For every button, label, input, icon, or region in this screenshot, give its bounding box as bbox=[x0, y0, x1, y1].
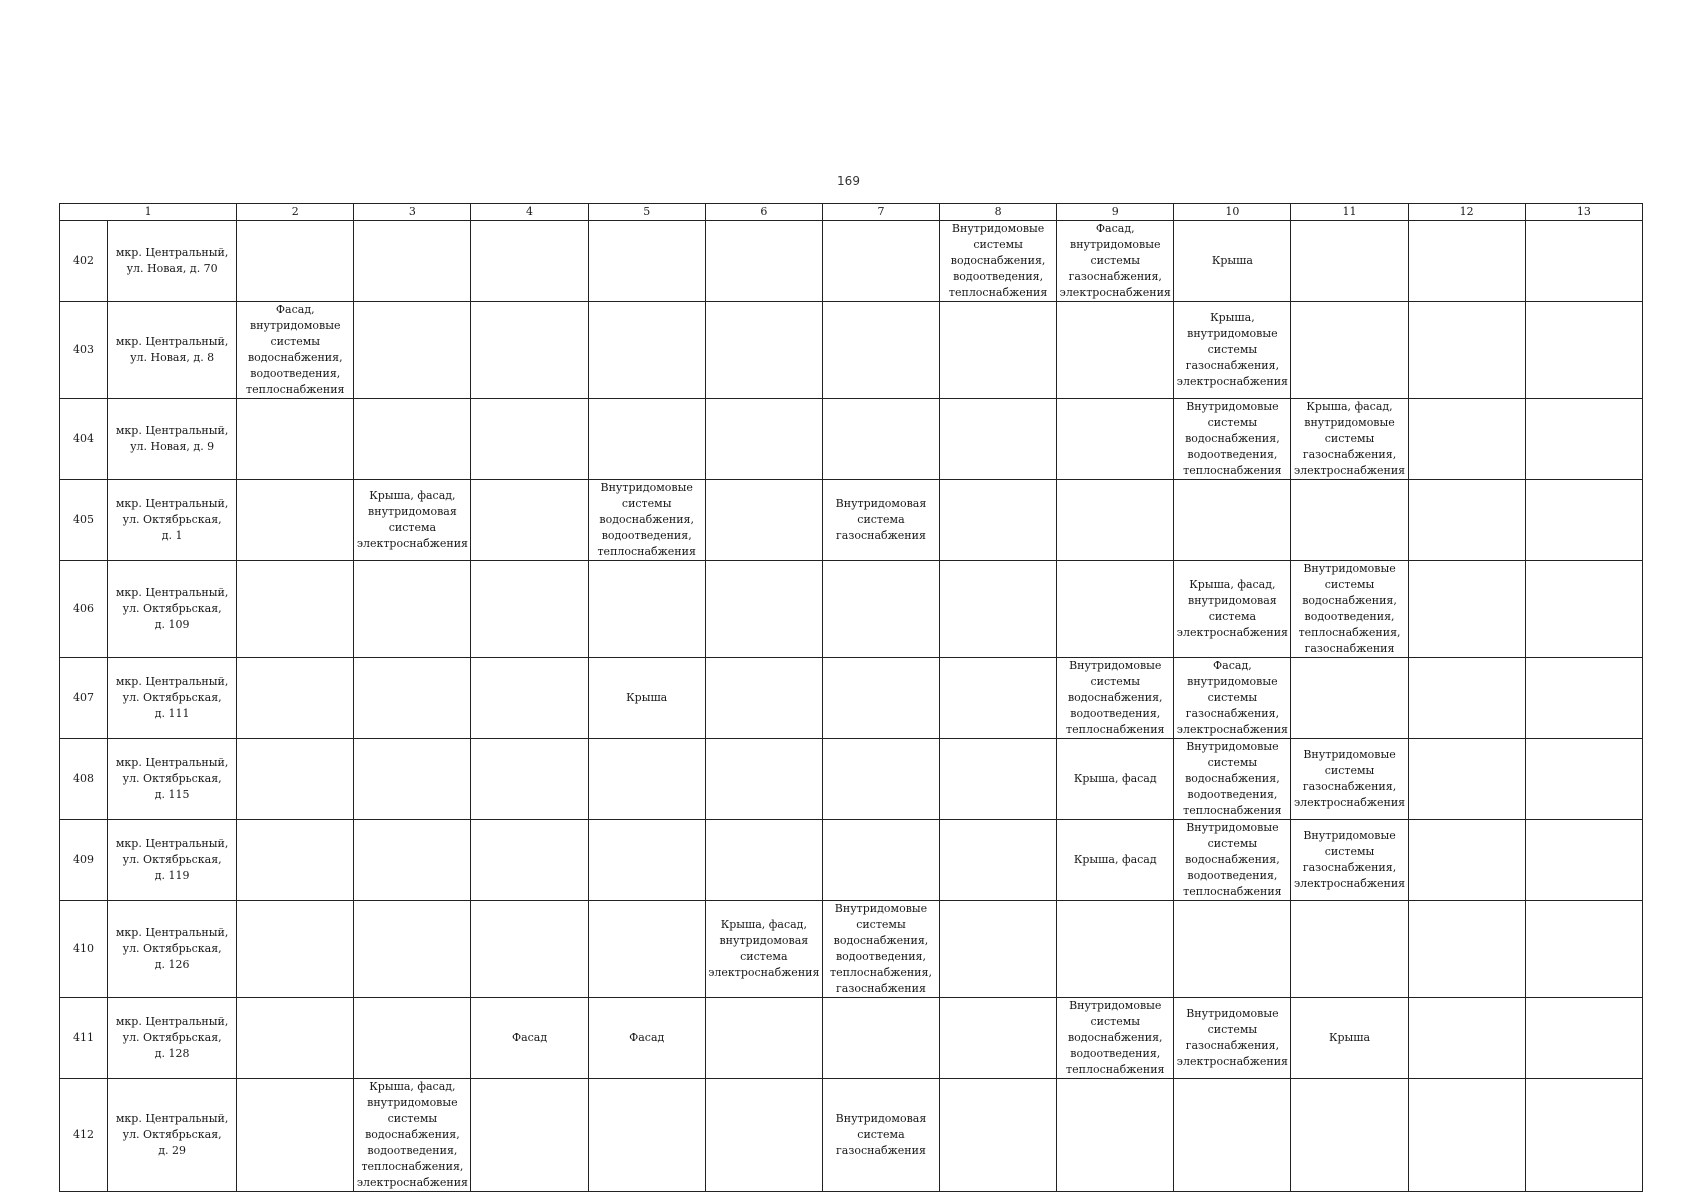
column-header: 4 bbox=[471, 204, 588, 221]
schedule-cell bbox=[588, 399, 705, 480]
schedule-cell bbox=[237, 399, 354, 480]
column-header: 9 bbox=[1057, 204, 1174, 221]
schedule-cell bbox=[705, 901, 822, 998]
schedule-cell bbox=[237, 302, 354, 399]
schedule-cell bbox=[1291, 998, 1408, 1079]
schedule-cell bbox=[1291, 1079, 1408, 1192]
row-number: 403 bbox=[60, 302, 108, 399]
work-type-text: Крыша, фасад, внутридомовая система электроснабжения bbox=[708, 918, 820, 979]
work-type-text: Внутридомовые системы водоснабжения, водоотведения, теплоснабжения bbox=[1183, 400, 1282, 477]
schedule-cell bbox=[705, 1079, 822, 1192]
schedule-cell bbox=[1057, 739, 1174, 820]
work-type-text: Крыша, фасад, внутридомовые системы газоснабжения, электроснабжения bbox=[1293, 400, 1406, 477]
schedule-cell bbox=[471, 901, 588, 998]
schedule-cell bbox=[940, 399, 1057, 480]
schedule-cell bbox=[237, 658, 354, 739]
schedule-cell bbox=[1057, 658, 1174, 739]
schedule-cell bbox=[1174, 739, 1291, 820]
schedule-cell bbox=[705, 998, 822, 1079]
schedule-cell bbox=[1057, 1079, 1174, 1192]
schedule-cell bbox=[1408, 739, 1525, 820]
schedule-cell bbox=[822, 480, 939, 561]
schedule-cell bbox=[471, 480, 588, 561]
schedule-cell bbox=[1291, 820, 1408, 901]
column-header: 6 bbox=[705, 204, 822, 221]
schedule-cell bbox=[1291, 399, 1408, 480]
schedule-cell bbox=[940, 739, 1057, 820]
schedule-cell bbox=[940, 302, 1057, 399]
schedule-cell bbox=[1408, 561, 1525, 658]
work-type-text: Внутридомовые системы водоснабжения, водоотведения, теплоснабжения bbox=[1183, 740, 1282, 817]
schedule-cell bbox=[1174, 820, 1291, 901]
column-header: 2 bbox=[237, 204, 354, 221]
address-text: мкр. Центральный, ул. Новая, д. 8 bbox=[115, 335, 229, 364]
column-header: 5 bbox=[588, 204, 705, 221]
schedule-cell bbox=[1174, 221, 1291, 302]
schedule-cell bbox=[1174, 998, 1291, 1079]
schedule-cell bbox=[940, 221, 1057, 302]
work-type-text: Внутридомовые системы водоснабжения, водоотведения, теплоснабжения, газоснабжения bbox=[1298, 562, 1401, 655]
schedule-cell bbox=[588, 221, 705, 302]
address-text: мкр. Центральный, ул. Октябрьская, д. 111 bbox=[115, 675, 229, 720]
schedule-cell bbox=[1291, 221, 1408, 302]
schedule-cell bbox=[940, 901, 1057, 998]
row-number: 412 bbox=[60, 1079, 108, 1192]
schedule-cell bbox=[354, 221, 471, 302]
table-row bbox=[60, 561, 1643, 658]
work-type-text: Внутридомовые системы газоснабжения, электроснабжения bbox=[1293, 748, 1406, 809]
schedule-cell bbox=[1291, 480, 1408, 561]
schedule-cell bbox=[471, 820, 588, 901]
schedule-cell bbox=[1408, 221, 1525, 302]
schedule-cell bbox=[705, 820, 822, 901]
work-type-text: Крыша, фасад, внутридомовая система электроснабжения bbox=[356, 489, 468, 550]
work-type-text: Внутридомовые системы водоснабжения, водоотведения, теплоснабжения bbox=[597, 481, 696, 558]
schedule-cell bbox=[237, 998, 354, 1079]
address-text: мкр. Центральный, ул. Новая, д. 70 bbox=[115, 246, 229, 275]
schedule-cell bbox=[705, 302, 822, 399]
schedule-cell bbox=[1408, 480, 1525, 561]
address-cell bbox=[108, 1079, 237, 1192]
schedule-cell bbox=[1291, 901, 1408, 998]
schedule-cell bbox=[354, 998, 471, 1079]
schedule-cell bbox=[705, 739, 822, 820]
schedule-cell bbox=[471, 998, 588, 1079]
schedule-cell bbox=[1525, 901, 1642, 998]
schedule-cell bbox=[354, 739, 471, 820]
schedule-cell bbox=[1057, 221, 1174, 302]
table-row bbox=[60, 221, 1643, 302]
schedule-cell bbox=[705, 221, 822, 302]
address-cell bbox=[108, 901, 237, 998]
schedule-cell bbox=[237, 221, 354, 302]
schedule-cell bbox=[588, 480, 705, 561]
table-row bbox=[60, 820, 1643, 901]
schedule-cell bbox=[705, 399, 822, 480]
address-text: мкр. Центральный, ул. Октябрьская, д. 115 bbox=[115, 756, 229, 801]
schedule-cell bbox=[1057, 561, 1174, 658]
address-cell bbox=[108, 302, 237, 399]
schedule-cell bbox=[1174, 302, 1291, 399]
work-type-text: Внутридомовые системы водоснабжения, водоотведения, теплоснабжения bbox=[1183, 821, 1282, 898]
schedule-cell bbox=[1057, 302, 1174, 399]
table-row bbox=[60, 302, 1643, 399]
work-type-text: Фасад bbox=[629, 1031, 665, 1044]
repair-schedule-table bbox=[59, 203, 1643, 1192]
schedule-cell bbox=[1525, 480, 1642, 561]
schedule-cell bbox=[588, 998, 705, 1079]
address-cell bbox=[108, 998, 237, 1079]
schedule-cell bbox=[940, 561, 1057, 658]
schedule-cell bbox=[1408, 399, 1525, 480]
schedule-cell bbox=[1174, 1079, 1291, 1192]
schedule-cell bbox=[822, 901, 939, 998]
column-header: 11 bbox=[1291, 204, 1408, 221]
schedule-cell bbox=[940, 998, 1057, 1079]
schedule-cell bbox=[237, 820, 354, 901]
schedule-cell bbox=[940, 820, 1057, 901]
schedule-cell bbox=[822, 1079, 939, 1192]
schedule-cell bbox=[471, 561, 588, 658]
schedule-cell bbox=[1408, 820, 1525, 901]
schedule-cell bbox=[1525, 739, 1642, 820]
row-number: 409 bbox=[60, 820, 108, 901]
schedule-cell bbox=[822, 998, 939, 1079]
schedule-cell bbox=[354, 302, 471, 399]
schedule-cell bbox=[1291, 739, 1408, 820]
work-type-text: Крыша bbox=[626, 691, 668, 704]
column-number-row bbox=[60, 204, 1643, 221]
work-type-text: Фасад, внутридомовые системы газоснабжения, электроснабжения bbox=[1176, 659, 1288, 736]
address-cell bbox=[108, 739, 237, 820]
address-text: мкр. Центральный, ул. Новая, д. 9 bbox=[115, 424, 229, 453]
work-type-text: Внутридомовые системы водоснабжения, водоотведения, теплоснабжения bbox=[948, 222, 1048, 299]
row-number: 410 bbox=[60, 901, 108, 998]
schedule-cell bbox=[354, 901, 471, 998]
schedule-cell bbox=[1174, 561, 1291, 658]
schedule-cell bbox=[1057, 399, 1174, 480]
address-cell bbox=[108, 561, 237, 658]
work-type-text: Внутридомовая система газоснабжения bbox=[835, 497, 927, 542]
schedule-cell bbox=[1525, 998, 1642, 1079]
column-header: 10 bbox=[1174, 204, 1291, 221]
schedule-cell bbox=[588, 820, 705, 901]
address-cell bbox=[108, 658, 237, 739]
schedule-cell bbox=[1291, 302, 1408, 399]
schedule-cell bbox=[1174, 480, 1291, 561]
schedule-cell bbox=[354, 480, 471, 561]
schedule-cell bbox=[1057, 901, 1174, 998]
column-header: 1 bbox=[60, 204, 237, 221]
row-number: 407 bbox=[60, 658, 108, 739]
table-row bbox=[60, 399, 1643, 480]
schedule-cell bbox=[1525, 399, 1642, 480]
column-header: 3 bbox=[354, 204, 471, 221]
schedule-cell bbox=[1525, 820, 1642, 901]
table-row bbox=[60, 739, 1643, 820]
schedule-cell bbox=[588, 561, 705, 658]
schedule-cell bbox=[354, 1079, 471, 1192]
work-type-text: Крыша, фасад bbox=[1073, 772, 1157, 785]
column-header: 8 bbox=[940, 204, 1057, 221]
row-number: 405 bbox=[60, 480, 108, 561]
schedule-cell bbox=[940, 658, 1057, 739]
schedule-cell bbox=[354, 399, 471, 480]
table-row bbox=[60, 658, 1643, 739]
work-type-text: Крыша, фасад bbox=[1073, 853, 1157, 866]
column-header: 13 bbox=[1525, 204, 1642, 221]
schedule-cell bbox=[822, 820, 939, 901]
schedule-cell bbox=[237, 901, 354, 998]
table-row bbox=[60, 480, 1643, 561]
work-type-text: Крыша, фасад, внутридомовые системы водоснабжения, водоотведения, теплоснабжения, электроснабжения bbox=[356, 1080, 468, 1189]
table-row bbox=[60, 998, 1643, 1079]
schedule-cell bbox=[1408, 658, 1525, 739]
schedule-cell bbox=[1408, 901, 1525, 998]
schedule-cell bbox=[822, 221, 939, 302]
work-type-text: Внутридомовая система газоснабжения bbox=[835, 1112, 927, 1157]
address-text: мкр. Центральный, ул. Октябрьская, д. 126 bbox=[115, 926, 229, 971]
schedule-cell bbox=[237, 561, 354, 658]
schedule-cell bbox=[354, 658, 471, 739]
address-cell bbox=[108, 399, 237, 480]
schedule-cell bbox=[1525, 221, 1642, 302]
schedule-cell bbox=[822, 658, 939, 739]
schedule-cell bbox=[588, 658, 705, 739]
schedule-cell bbox=[1408, 302, 1525, 399]
schedule-cell bbox=[1057, 820, 1174, 901]
schedule-cell bbox=[1174, 901, 1291, 998]
schedule-cell bbox=[705, 658, 822, 739]
schedule-cell bbox=[588, 1079, 705, 1192]
schedule-cell bbox=[471, 658, 588, 739]
schedule-cell bbox=[471, 399, 588, 480]
schedule-cell bbox=[471, 1079, 588, 1192]
schedule-cell bbox=[705, 561, 822, 658]
work-type-text: Крыша, фасад, внутридомовая система электроснабжения bbox=[1176, 578, 1288, 639]
address-text: мкр. Центральный, ул. Октябрьская, д. 119 bbox=[115, 837, 229, 882]
schedule-cell bbox=[940, 1079, 1057, 1192]
schedule-cell bbox=[1057, 998, 1174, 1079]
work-type-text: Фасад, внутридомовые системы водоснабжения, водоотведения, теплоснабжения bbox=[246, 303, 345, 396]
schedule-cell bbox=[1174, 658, 1291, 739]
address-cell bbox=[108, 221, 237, 302]
schedule-cell bbox=[1408, 1079, 1525, 1192]
schedule-cell bbox=[588, 302, 705, 399]
schedule-cell bbox=[822, 739, 939, 820]
row-number: 406 bbox=[60, 561, 108, 658]
schedule-cell bbox=[1525, 1079, 1642, 1192]
schedule-cell bbox=[588, 901, 705, 998]
schedule-cell bbox=[705, 480, 822, 561]
work-type-text: Внутридомовые системы водоснабжения, водоотведения, теплоснабжения bbox=[1066, 999, 1165, 1076]
work-type-text: Внутридомовые системы водоснабжения, водоотведения, теплоснабжения, газоснабжения bbox=[830, 902, 932, 995]
schedule-cell bbox=[237, 480, 354, 561]
work-type-text: Крыша bbox=[1328, 1031, 1371, 1044]
schedule-cell bbox=[822, 399, 939, 480]
address-text: мкр. Центральный, ул. Октябрьская, д. 1 bbox=[115, 497, 229, 542]
schedule-cell bbox=[1525, 561, 1642, 658]
work-type-text: Внутридомовые системы газоснабжения, электроснабжения bbox=[1293, 829, 1406, 890]
schedule-cell bbox=[1525, 302, 1642, 399]
row-number: 408 bbox=[60, 739, 108, 820]
work-type-text: Крыша bbox=[1211, 254, 1253, 267]
column-header: 12 bbox=[1408, 204, 1525, 221]
address-text: мкр. Центральный, ул. Октябрьская, д. 128 bbox=[115, 1015, 229, 1060]
row-number: 402 bbox=[60, 221, 108, 302]
schedule-cell bbox=[940, 480, 1057, 561]
schedule-cell bbox=[588, 739, 705, 820]
work-type-text: Внутридомовые системы газоснабжения, электроснабжения bbox=[1176, 1007, 1288, 1068]
work-type-text: Крыша, внутридомовые системы газоснабжения, электроснабжения bbox=[1176, 311, 1288, 388]
table-row bbox=[60, 901, 1643, 998]
schedule-cell bbox=[237, 1079, 354, 1192]
schedule-cell bbox=[1291, 658, 1408, 739]
work-type-text: Фасад bbox=[511, 1031, 548, 1044]
schedule-cell bbox=[471, 302, 588, 399]
schedule-cell bbox=[354, 820, 471, 901]
work-type-text: Внутридомовые системы водоснабжения, водоотведения, теплоснабжения bbox=[1066, 659, 1165, 736]
page-number: 169 bbox=[837, 174, 860, 188]
table-row bbox=[60, 1079, 1643, 1192]
row-number: 411 bbox=[60, 998, 108, 1079]
address-cell bbox=[108, 820, 237, 901]
address-text: мкр. Центральный, ул. Октябрьская, д. 29 bbox=[115, 1112, 229, 1157]
schedule-cell bbox=[1525, 658, 1642, 739]
schedule-cell bbox=[1408, 998, 1525, 1079]
row-number: 404 bbox=[60, 399, 108, 480]
schedule-cell bbox=[237, 739, 354, 820]
address-text: мкр. Центральный, ул. Октябрьская, д. 109 bbox=[115, 586, 229, 631]
work-type-text: Фасад, внутридомовые системы газоснабжения, электроснабжения bbox=[1059, 222, 1171, 299]
schedule-cell bbox=[822, 561, 939, 658]
schedule-cell bbox=[1291, 561, 1408, 658]
column-header: 7 bbox=[822, 204, 939, 221]
address-cell bbox=[108, 480, 237, 561]
schedule-cell bbox=[354, 561, 471, 658]
schedule-cell bbox=[1057, 480, 1174, 561]
schedule-cell bbox=[471, 739, 588, 820]
schedule-cell bbox=[471, 221, 588, 302]
schedule-cell bbox=[822, 302, 939, 399]
schedule-cell bbox=[1174, 399, 1291, 480]
